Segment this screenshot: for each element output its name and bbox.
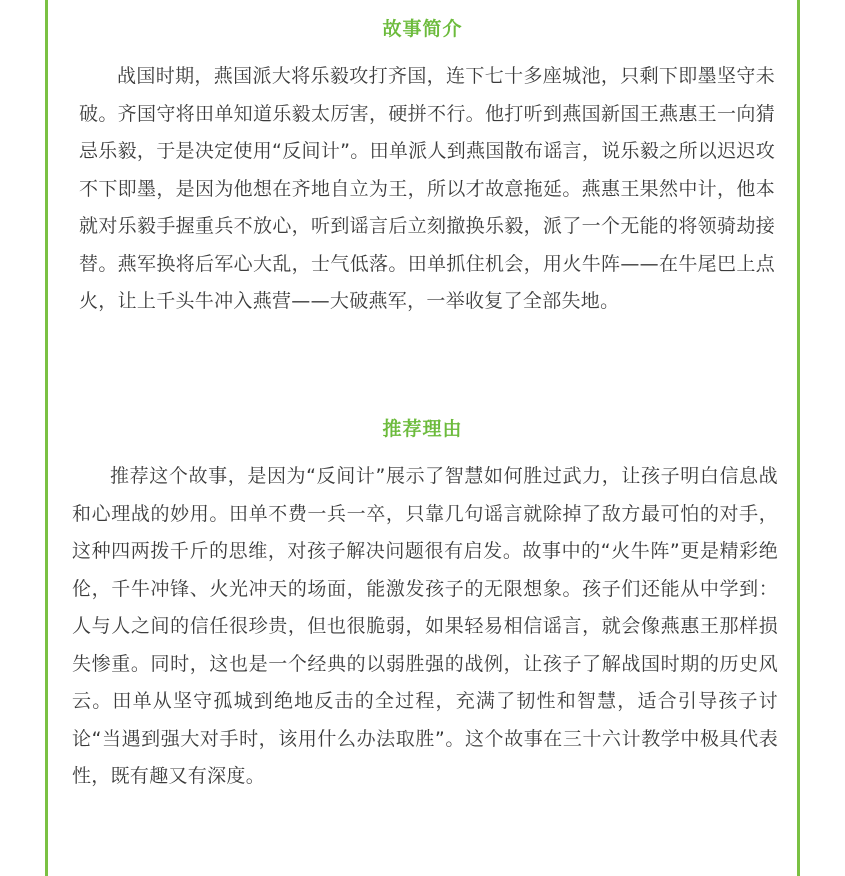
section-title-story-intro: 故事简介 (382, 18, 463, 40)
recommendation-paragraph: 推荐这个故事，是因为“反间计”展示了智慧如何胜过武力，让孩子明白信息战和心理战的妙用。田单不费一兵一卒，只靠几句谣言就除掉了敌方最可怕的对手，这种四两拨千斤的思维，对孩子解决问题很有启发。故事中的“火牛阵”更是精彩绝伦，千牛冲锋、火光冲天的场面，能激发孩子的无限想象。孩子们还能从中学到：人与人之间的信任很珍贵，但也很脆弱，如果轻易相信谣言，就会像燕惠王那样损失惨重。同时，这也是一个经典的以弱胜强的战例，让孩子了解战国时期的历史风云。田单从坚守孤城到绝地反击的全过程，充满了韧性和智慧，适合引导孩子讨论“当遇到强大对手时，该用什么办法取胜”。这个故事在三十六计教学中极具代表性，既有趣又有深度。 (72, 465, 778, 787)
story-intro-paragraph: 战国时期，燕国派大将乐毅攻打齐国，连下七十多座城池，只剩下即墨坚守未破。齐国守将田单知道乐毅太厉害，硬拼不行。他打听到燕国新国王燕惠王一向猜忌乐毅，于是决定使用“反间计”。田单派人到燕国散布谣言，说乐毅之所以迟迟攻不下即墨，是因为他想在齐地自立为王，所以才故意拖延。燕惠王果然中计，他本就对乐毅手握重兵不放心，听到谣言后立刻撤换乐毅，派了一个无能的将领骑劫接替。燕军换将后军心大乱，士气低落。田单抓住机会，用火牛阵——在牛尾巴上点火，让上千头牛冲入燕营——大破燕军，一举收复了全部失地。 (79, 65, 775, 312)
section-title-recommendation: 推荐理由 (382, 418, 463, 440)
